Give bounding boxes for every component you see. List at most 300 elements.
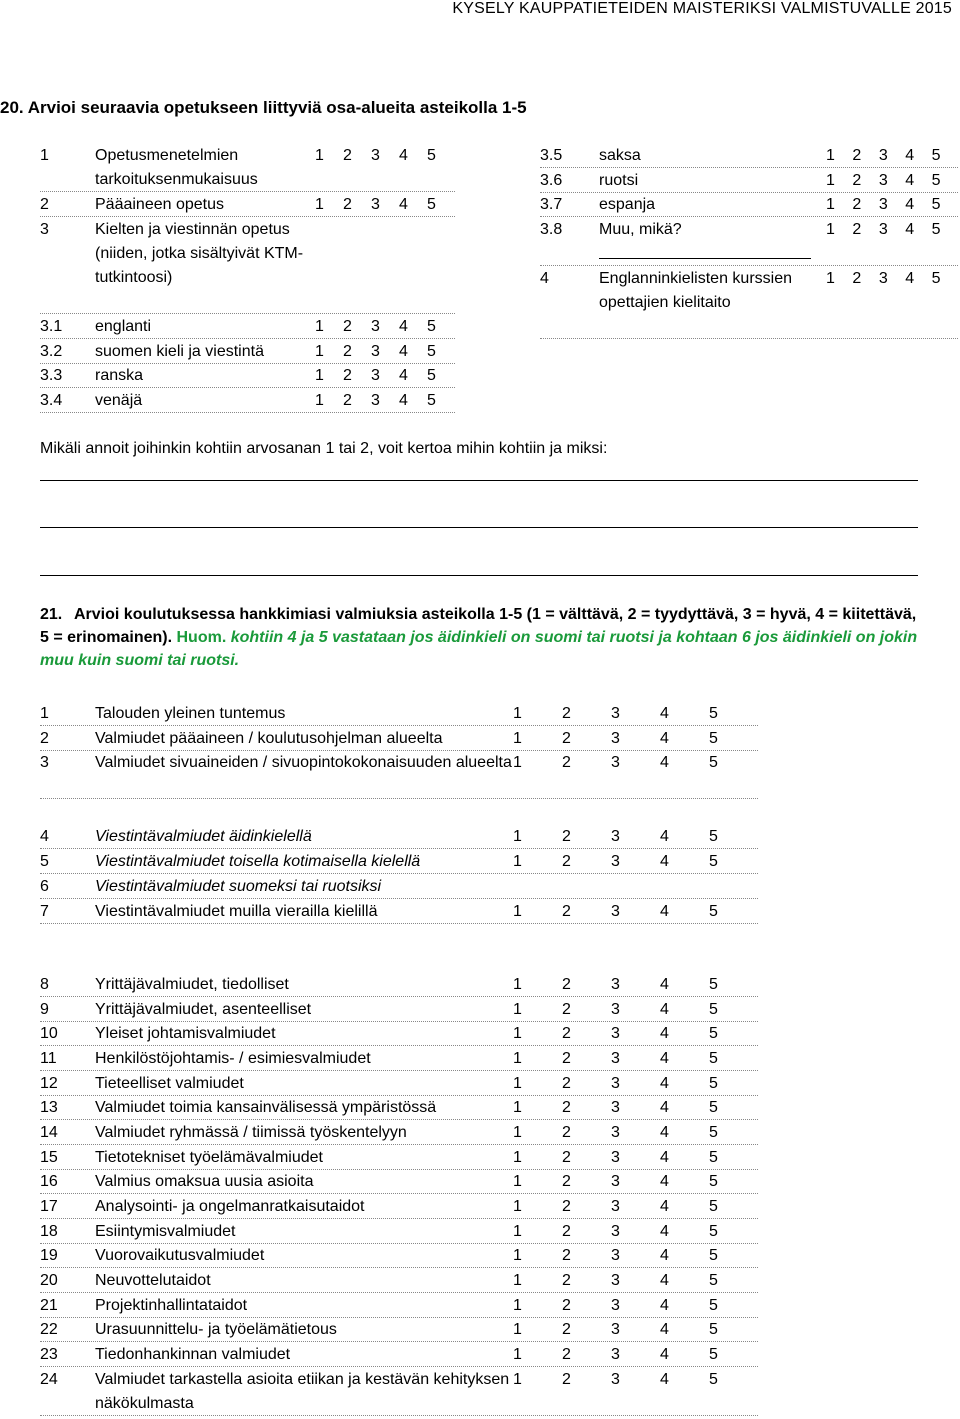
rating-scale xyxy=(513,1047,758,1071)
rating-option[interactable]: 5 xyxy=(709,1198,718,1215)
rating-option[interactable]: 5 xyxy=(427,343,436,360)
rating-option[interactable]: 5 xyxy=(931,196,941,213)
item-label: Neuvottelutaidot xyxy=(95,1272,211,1289)
item-number: 1 xyxy=(40,147,49,164)
rating-option[interactable]: 1 xyxy=(513,1149,522,1166)
rating-option[interactable]: 5 xyxy=(709,1050,718,1067)
rating-scale xyxy=(513,702,758,726)
list-item xyxy=(540,169,958,193)
rating-option[interactable]: 4 xyxy=(660,1050,669,1067)
list-item xyxy=(40,1096,758,1120)
list-item xyxy=(40,364,455,388)
rating-option[interactable]: 5 xyxy=(709,754,718,771)
rating-scale xyxy=(513,751,758,775)
rating-option[interactable]: 4 xyxy=(660,1346,669,1363)
rating-option[interactable]: 2 xyxy=(343,318,352,335)
rating-option[interactable]: 2 xyxy=(562,1346,571,1363)
rating-option[interactable]: 3 xyxy=(611,1321,620,1338)
other-language-line[interactable] xyxy=(599,258,811,259)
q21-green-note: kohtiin 4 ja 5 vastataan jos äidinkieli on suomi tai ruotsi ja kohtaan 6 jos äidinkieli on jokin muu kuin suomi tai ruotsi. xyxy=(40,629,918,669)
rating-scale xyxy=(826,193,958,217)
rating-option[interactable]: 4 xyxy=(905,270,915,287)
rating-option[interactable]: 4 xyxy=(905,147,915,164)
rating-option[interactable]: 2 xyxy=(562,1001,571,1018)
rating-option[interactable]: 1 xyxy=(513,1025,522,1042)
rating-option[interactable]: 2 xyxy=(562,1321,571,1338)
rating-option[interactable]: 5 xyxy=(709,1346,718,1363)
item-number: 2 xyxy=(40,196,49,213)
rating-scale xyxy=(513,1022,758,1046)
rating-scale xyxy=(315,315,455,339)
rating-option[interactable]: 4 xyxy=(399,318,408,335)
rating-option[interactable]: 5 xyxy=(709,903,718,920)
rating-option[interactable]: 3 xyxy=(611,1247,620,1264)
list-item xyxy=(40,340,455,364)
rating-scale xyxy=(513,1096,758,1120)
rating-option[interactable]: 3 xyxy=(371,147,380,164)
rating-option[interactable]: 4 xyxy=(660,1124,669,1141)
rating-option[interactable]: 1 xyxy=(315,367,324,384)
rating-option[interactable]: 5 xyxy=(427,392,436,409)
rating-option[interactable]: 1 xyxy=(315,318,324,335)
rating-option[interactable]: 4 xyxy=(660,1099,669,1116)
rating-option[interactable]: 1 xyxy=(315,147,324,164)
rating-option[interactable]: 2 xyxy=(562,1272,571,1289)
item-label: Valmiudet sivuaineiden / sivuopintokokonaisuuden alueelta xyxy=(95,754,512,771)
rating-option[interactable]: 4 xyxy=(660,705,669,722)
list-item xyxy=(40,1368,758,1416)
item-label: Projektinhallintataidot xyxy=(95,1297,248,1314)
q20-note: Mikäli annoit joihinkin kohtiin arvosanan 1 tai 2, voit kertoa mihin kohtiin ja miksi: xyxy=(40,440,608,457)
item-label: Viestintävalmiudet suomeksi tai ruotsiksi xyxy=(95,878,382,895)
rating-option[interactable]: 2 xyxy=(562,1099,571,1116)
rating-option[interactable]: 5 xyxy=(427,147,436,164)
list-item xyxy=(40,1195,758,1219)
item-label: Talouden yleinen tuntemus xyxy=(95,705,286,722)
item-number: 7 xyxy=(40,903,49,920)
item-label: Valmiudet tarkastella asioita etiikan ja kestävän kehityksen näkökulmasta xyxy=(95,1371,510,1412)
rating-option[interactable]: 1 xyxy=(513,1321,522,1338)
rating-option[interactable]: 1 xyxy=(826,172,835,189)
rating-option[interactable]: 3 xyxy=(611,1272,620,1289)
rating-option[interactable]: 4 xyxy=(399,367,408,384)
rating-option[interactable]: 2 xyxy=(562,1297,571,1314)
rating-option[interactable]: 1 xyxy=(315,343,324,360)
rating-option[interactable]: 4 xyxy=(660,1025,669,1042)
rating-option[interactable]: 1 xyxy=(513,1050,522,1067)
item-number: 3.3 xyxy=(40,367,63,384)
rating-option[interactable]: 4 xyxy=(660,1272,669,1289)
rating-option[interactable]: 3 xyxy=(611,1223,620,1240)
list-item xyxy=(540,193,958,217)
rating-option[interactable]: 4 xyxy=(660,1149,669,1166)
rating-option[interactable]: 4 xyxy=(399,196,408,213)
rating-option[interactable]: 1 xyxy=(513,1346,522,1363)
list-item xyxy=(40,389,455,413)
rating-option[interactable]: 5 xyxy=(709,976,718,993)
item-number: 24 xyxy=(40,1371,58,1388)
rating-option[interactable]: 5 xyxy=(427,367,436,384)
rating-scale xyxy=(513,1121,758,1145)
rating-option[interactable]: 2 xyxy=(562,976,571,993)
rating-option[interactable]: 5 xyxy=(709,1272,718,1289)
item-number: 3.4 xyxy=(40,392,63,409)
rating-option[interactable]: 1 xyxy=(826,270,835,287)
rating-option[interactable]: 4 xyxy=(399,147,408,164)
rating-option[interactable]: 4 xyxy=(660,853,669,870)
rating-scale xyxy=(315,193,455,217)
list-item xyxy=(40,1022,758,1046)
rating-option[interactable]: 5 xyxy=(709,705,718,722)
item-label: Viestintävalmiudet toisella kotimaisella kielellä xyxy=(95,853,421,870)
rating-option[interactable]: 4 xyxy=(660,903,669,920)
rating-option[interactable]: 5 xyxy=(709,1001,718,1018)
item-label: Vuorovaikutusvalmiudet xyxy=(95,1247,265,1264)
rating-option[interactable]: 3 xyxy=(611,705,620,722)
rating-option[interactable]: 1 xyxy=(513,1124,522,1141)
rating-scale xyxy=(826,218,958,242)
rating-option[interactable]: 3 xyxy=(371,196,380,213)
rating-option[interactable]: 5 xyxy=(931,147,941,164)
rating-option[interactable]: 2 xyxy=(852,147,862,164)
rating-option[interactable]: 1 xyxy=(826,196,835,213)
rating-option[interactable]: 4 xyxy=(660,754,669,771)
rating-option[interactable]: 2 xyxy=(562,853,571,870)
item-label: Valmiudet toimia kansainvälisessä ympäristössä xyxy=(95,1099,437,1116)
rating-option[interactable]: 5 xyxy=(709,1025,718,1042)
rating-option[interactable]: 4 xyxy=(660,730,669,747)
item-label: Valmiudet pääaineen / koulutusohjelman alueelta xyxy=(95,730,443,747)
rating-option[interactable]: 2 xyxy=(343,196,352,213)
rating-option[interactable]: 2 xyxy=(562,1198,571,1215)
list-item xyxy=(40,144,455,192)
item-label: Yrittäjävalmiudet, tiedolliset xyxy=(95,976,289,993)
rating-scale xyxy=(826,267,958,291)
rating-option[interactable]: 1 xyxy=(513,1297,522,1314)
rating-option[interactable]: 3 xyxy=(611,903,620,920)
rating-option[interactable]: 3 xyxy=(611,1124,620,1141)
item-number: 2 xyxy=(40,730,49,747)
rating-option[interactable]: 5 xyxy=(709,1297,718,1314)
rating-option[interactable]: 3 xyxy=(611,1050,620,1067)
rating-option[interactable]: 5 xyxy=(709,853,718,870)
rating-option[interactable]: 1 xyxy=(513,828,522,845)
rating-scale xyxy=(513,1244,758,1268)
item-label: ruotsi xyxy=(599,172,639,189)
rating-option[interactable]: 1 xyxy=(513,1223,522,1240)
rating-option[interactable]: 4 xyxy=(905,196,915,213)
item-number: 20 xyxy=(40,1272,58,1289)
rating-option[interactable]: 4 xyxy=(399,392,408,409)
rating-option[interactable]: 4 xyxy=(660,1371,669,1388)
item-number: 15 xyxy=(40,1149,58,1166)
rating-option[interactable]: 1 xyxy=(826,221,835,238)
list-item xyxy=(40,1294,758,1318)
item-label: Yrittäjävalmiudet, asenteelliset xyxy=(95,1001,312,1018)
rating-option[interactable]: 3 xyxy=(611,1371,620,1388)
list-item xyxy=(40,727,758,751)
item-number: 11 xyxy=(40,1050,57,1067)
rating-option[interactable]: 2 xyxy=(562,1124,571,1141)
rating-option[interactable]: 3 xyxy=(611,754,620,771)
item-number: 10 xyxy=(40,1025,58,1042)
rating-option[interactable]: 5 xyxy=(427,196,436,213)
list-item xyxy=(40,900,758,924)
item-label: Tietotekniset työelämävalmiudet xyxy=(95,1149,323,1166)
rating-option[interactable]: 1 xyxy=(513,853,522,870)
item-number: 3 xyxy=(40,221,49,238)
list-item xyxy=(40,751,758,799)
rating-scale xyxy=(315,144,455,168)
item-label: Esiintymisvalmiudet xyxy=(95,1223,236,1240)
item-label: Yleiset johtamisvalmiudet xyxy=(95,1025,276,1042)
item-label: Kielten ja viestinnän opetus (niiden, jotka sisältyivät KTM-tutkintoosi) xyxy=(95,221,304,286)
list-item xyxy=(540,144,958,168)
rating-option[interactable]: 5 xyxy=(709,1321,718,1338)
list-item xyxy=(40,1047,758,1071)
list-item xyxy=(40,702,758,726)
rating-option[interactable]: 2 xyxy=(852,196,862,213)
rating-scale xyxy=(513,1294,758,1318)
list-item xyxy=(40,998,758,1022)
item-number: 12 xyxy=(40,1075,58,1092)
rating-option[interactable]: 2 xyxy=(343,392,352,409)
item-label: Tiedonhankinnan valmiudet xyxy=(95,1346,291,1363)
rating-option[interactable]: 2 xyxy=(562,1223,571,1240)
rating-option[interactable]: 5 xyxy=(709,1173,718,1190)
list-item xyxy=(540,267,958,339)
item-label: Englanninkielisten kurssien opettajien kielitaito xyxy=(599,270,792,311)
rating-option[interactable]: 1 xyxy=(315,196,324,213)
list-item xyxy=(40,1244,758,1268)
item-label: venäjä xyxy=(95,392,143,409)
rating-option[interactable]: 5 xyxy=(709,1223,718,1240)
item-number: 8 xyxy=(40,976,49,993)
rating-option[interactable]: 5 xyxy=(931,172,941,189)
rating-option[interactable]: 2 xyxy=(343,147,352,164)
list-item xyxy=(40,1121,758,1145)
rating-option[interactable]: 2 xyxy=(852,172,862,189)
list-item xyxy=(40,218,455,314)
q20-title: 20. Arvioi seuraavia opetukseen liittyviä osa-alueita asteikolla 1-5 xyxy=(0,98,527,117)
rating-option[interactable]: 4 xyxy=(660,976,669,993)
item-number: 22 xyxy=(40,1321,58,1338)
rating-option[interactable]: 1 xyxy=(826,147,835,164)
item-number: 13 xyxy=(40,1099,58,1116)
rating-option[interactable]: 3 xyxy=(878,196,888,213)
rating-option[interactable]: 1 xyxy=(513,730,522,747)
rating-option[interactable]: 5 xyxy=(709,828,718,845)
rating-option[interactable]: 3 xyxy=(878,270,888,287)
rating-scale xyxy=(513,1368,758,1392)
list-item xyxy=(40,1269,758,1293)
rating-option[interactable]: 4 xyxy=(660,1247,669,1264)
rating-option[interactable]: 5 xyxy=(931,270,941,287)
rating-option[interactable]: 2 xyxy=(562,1025,571,1042)
rating-option[interactable]: 3 xyxy=(611,1346,620,1363)
rating-scale xyxy=(315,364,455,388)
item-label: Tieteelliset valmiudet xyxy=(95,1075,244,1092)
rating-option[interactable]: 2 xyxy=(562,705,571,722)
rating-option[interactable]: 4 xyxy=(660,1198,669,1215)
rating-option[interactable]: 3 xyxy=(611,1025,620,1042)
rating-option[interactable]: 2 xyxy=(343,367,352,384)
rating-option[interactable]: 3 xyxy=(878,221,888,238)
rating-option[interactable]: 3 xyxy=(611,828,620,845)
rating-option[interactable]: 3 xyxy=(371,318,380,335)
list-item xyxy=(40,193,455,217)
rating-scale xyxy=(513,1318,758,1342)
rating-option[interactable]: 2 xyxy=(852,270,862,287)
rating-scale xyxy=(513,1072,758,1096)
rating-option[interactable]: 1 xyxy=(513,1001,522,1018)
rating-option[interactable]: 3 xyxy=(611,976,620,993)
answer-line-3[interactable] xyxy=(40,575,918,576)
rating-option[interactable]: 2 xyxy=(562,1371,571,1388)
list-item xyxy=(40,1146,758,1170)
rating-option[interactable]: 4 xyxy=(660,1321,669,1338)
rating-option[interactable]: 2 xyxy=(343,343,352,360)
rating-option[interactable]: 5 xyxy=(709,1124,718,1141)
rating-scale xyxy=(513,1146,758,1170)
rating-option[interactable]: 4 xyxy=(905,172,915,189)
rating-option[interactable]: 5 xyxy=(709,1075,718,1092)
item-label: Opetusmenetelmien tarkoituksenmukaisuus xyxy=(95,147,258,188)
rating-option[interactable]: 4 xyxy=(660,1075,669,1092)
item-number: 4 xyxy=(540,270,549,287)
item-number: 16 xyxy=(40,1173,58,1190)
rating-option[interactable]: 5 xyxy=(931,221,941,238)
list-item xyxy=(540,218,958,266)
rating-option[interactable]: 1 xyxy=(513,1247,522,1264)
rating-option[interactable]: 2 xyxy=(562,1149,571,1166)
rating-option[interactable]: 3 xyxy=(611,1075,620,1092)
rating-option[interactable]: 1 xyxy=(513,1075,522,1092)
q21-text: Arvioi koulutuksessa hankkimiasi valmiuksia asteikolla 1-5 (1 = välttävä, 2 = tyydyttävä, 3 = hyvä, 4 = kiitettävä, 5 = erinomainen). xyxy=(40,606,917,646)
rating-option[interactable]: 5 xyxy=(709,730,718,747)
rating-option[interactable]: 5 xyxy=(709,1371,718,1388)
rating-option[interactable]: 2 xyxy=(562,730,571,747)
list-item xyxy=(40,1170,758,1194)
list-item xyxy=(40,875,758,899)
rating-option[interactable]: 1 xyxy=(513,903,522,920)
rating-scale xyxy=(513,1195,758,1219)
rating-option[interactable]: 1 xyxy=(513,1371,522,1388)
item-number: 6 xyxy=(40,878,49,895)
rating-option[interactable]: 3 xyxy=(371,392,380,409)
item-number: 1 xyxy=(40,705,49,722)
rating-option[interactable]: 1 xyxy=(513,1173,522,1190)
rating-option[interactable]: 1 xyxy=(315,392,324,409)
rating-option[interactable]: 2 xyxy=(562,1173,571,1190)
rating-option[interactable]: 3 xyxy=(611,1099,620,1116)
rating-option[interactable]: 3 xyxy=(611,853,620,870)
item-label: Valmius omaksua uusia asioita xyxy=(95,1173,314,1190)
rating-scale xyxy=(513,850,758,874)
rating-option[interactable]: 3 xyxy=(611,1198,620,1215)
rating-option[interactable]: 5 xyxy=(709,1149,718,1166)
item-label: saksa xyxy=(599,147,641,164)
item-number: 21 xyxy=(40,1297,58,1314)
item-number: 18 xyxy=(40,1223,58,1240)
rating-option[interactable]: 3 xyxy=(371,367,380,384)
rating-option[interactable]: 3 xyxy=(611,1149,620,1166)
rating-option[interactable]: 3 xyxy=(611,1297,620,1314)
rating-option[interactable]: 3 xyxy=(878,172,888,189)
item-number: 5 xyxy=(40,853,49,870)
rating-scale xyxy=(513,1170,758,1194)
rating-option[interactable]: 2 xyxy=(562,1050,571,1067)
rating-option[interactable]: 5 xyxy=(709,1247,718,1264)
rating-option[interactable]: 3 xyxy=(611,730,620,747)
item-number: 3.1 xyxy=(40,318,63,335)
rating-option[interactable]: 4 xyxy=(399,343,408,360)
rating-option[interactable]: 4 xyxy=(660,828,669,845)
rating-scale xyxy=(513,1220,758,1244)
rating-option[interactable]: 2 xyxy=(562,828,571,845)
rating-option[interactable]: 1 xyxy=(513,1272,522,1289)
item-number: 19 xyxy=(40,1247,58,1264)
rating-option[interactable]: 5 xyxy=(427,318,436,335)
item-label: suomen kieli ja viestintä xyxy=(95,343,264,360)
item-label: Valmiudet ryhmässä / tiimissä työskentelyyn xyxy=(95,1124,407,1141)
rating-option[interactable]: 4 xyxy=(905,221,915,238)
item-number: 3.5 xyxy=(540,147,563,164)
item-number: 14 xyxy=(40,1124,58,1141)
list-item xyxy=(40,825,758,849)
rating-option[interactable]: 1 xyxy=(513,705,522,722)
item-number: 3.6 xyxy=(540,172,563,189)
item-label: englanti xyxy=(95,318,152,335)
item-number: 3.8 xyxy=(540,221,563,238)
answer-line-2[interactable] xyxy=(40,527,918,528)
rating-option[interactable]: 4 xyxy=(660,1173,669,1190)
rating-option[interactable]: 2 xyxy=(562,903,571,920)
rating-option[interactable]: 4 xyxy=(660,1001,669,1018)
rating-option[interactable]: 2 xyxy=(562,1247,571,1264)
rating-option[interactable]: 1 xyxy=(513,754,522,771)
rating-option[interactable]: 5 xyxy=(709,1099,718,1116)
rating-option[interactable]: 2 xyxy=(852,221,862,238)
rating-option[interactable]: 2 xyxy=(562,1075,571,1092)
rating-option[interactable]: 4 xyxy=(660,1297,669,1314)
list-item xyxy=(40,1072,758,1096)
item-number: 17 xyxy=(40,1198,58,1215)
rating-option[interactable]: 1 xyxy=(513,1099,522,1116)
rating-scale xyxy=(826,169,958,193)
item-label: Viestintävalmiudet äidinkielellä xyxy=(95,828,312,845)
rating-scale xyxy=(513,900,758,924)
rating-option[interactable]: 3 xyxy=(371,343,380,360)
q21-huom: Huom. xyxy=(176,629,227,646)
rating-option[interactable]: 3 xyxy=(611,1001,620,1018)
rating-option[interactable]: 3 xyxy=(878,147,888,164)
rating-option[interactable]: 3 xyxy=(611,1173,620,1190)
answer-line-1[interactable] xyxy=(40,480,918,481)
rating-option[interactable]: 1 xyxy=(513,976,522,993)
rating-option[interactable]: 1 xyxy=(513,1198,522,1215)
list-item xyxy=(40,1318,758,1342)
rating-option[interactable]: 4 xyxy=(660,1223,669,1240)
rating-scale xyxy=(826,144,958,168)
item-number: 23 xyxy=(40,1346,58,1363)
item-number: 9 xyxy=(40,1001,49,1018)
rating-scale xyxy=(513,973,758,997)
rating-scale xyxy=(513,1269,758,1293)
item-number: 3.2 xyxy=(40,343,63,360)
rating-scale xyxy=(513,825,758,849)
rating-option[interactable]: 2 xyxy=(562,754,571,771)
